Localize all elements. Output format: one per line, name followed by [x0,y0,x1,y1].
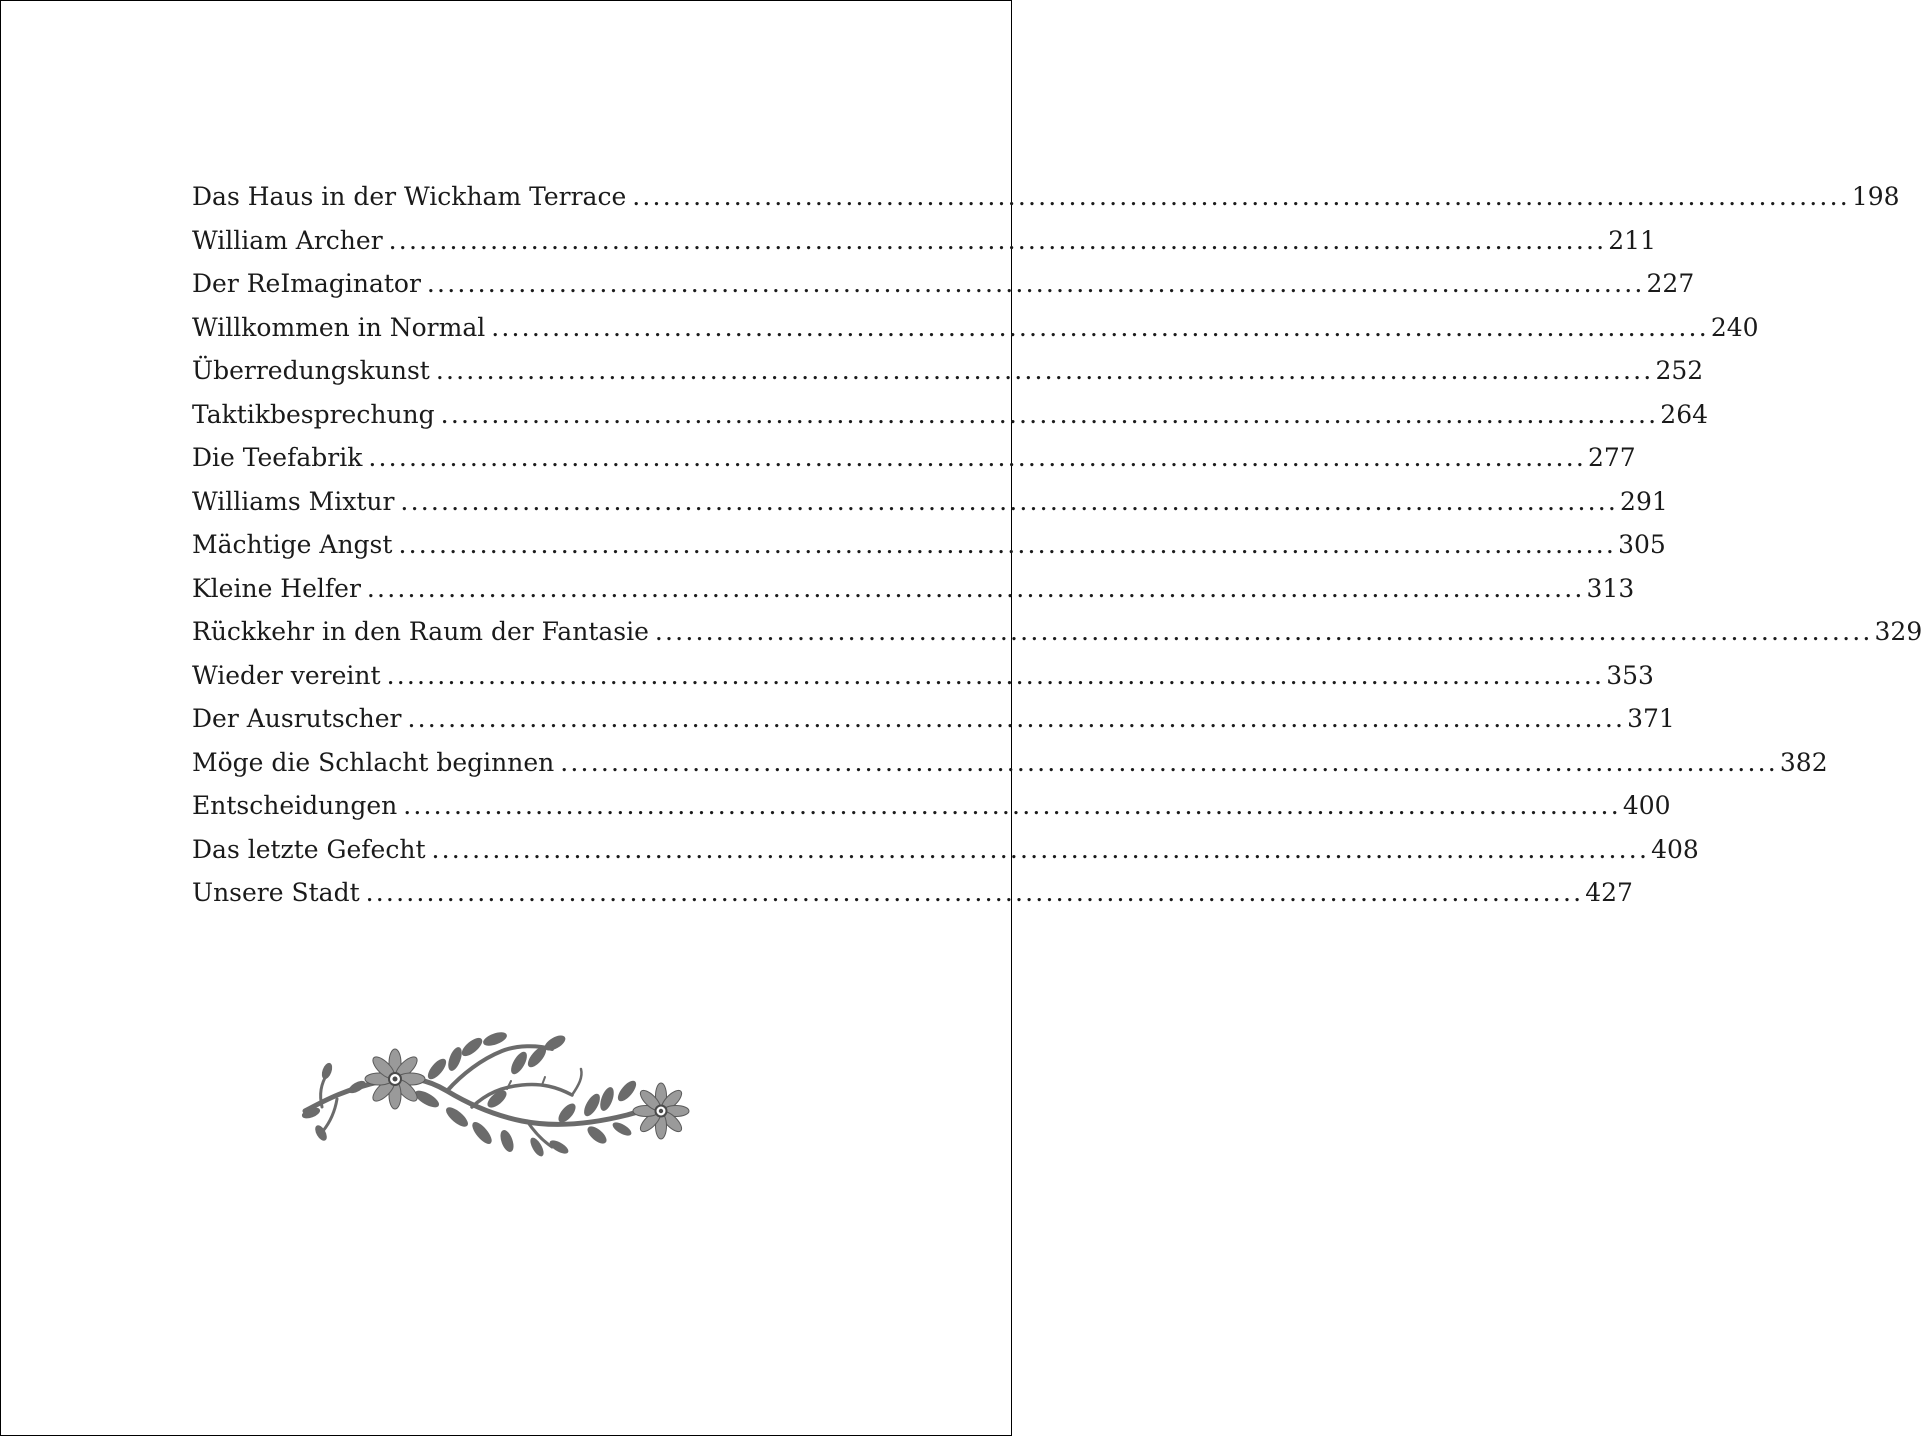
toc-entry-title: Der Ausrutscher [192,704,402,733]
toc-leader-dots: ........................................................................................................................ [368,443,1586,472]
toc-entry-title: Möge die Schlacht beginnen [192,747,555,777]
toc-entry-title: Taktikbesprechung [192,399,435,429]
toc-leader-dots: ........................................................................................................................ [491,312,1709,342]
toc-entry-title: Das letzte Gefecht [192,834,426,864]
toc-entry-title: Rückkehr in den Raum der Fantasie [192,617,649,646]
floral-vine-ornament-icon [297,1029,697,1159]
toc-entry-title: William Archer [192,225,383,255]
toc-leader-dots: ........................................................................................................................ [426,269,1645,298]
toc-leader-dots: ........................................................................................................................ [388,225,1607,255]
toc-entry-page: 264 [1660,399,1709,429]
toc-leader-dots: ........................................................................................................................ [431,834,1650,864]
toc-entry [192,741,1828,785]
toc-entry [192,436,1636,480]
toc-entry-page: 252 [1655,356,1704,385]
toc-leader-dots: ........................................................................................................................ [407,704,1626,733]
toc-entry [192,567,1635,611]
toc-entry [192,219,1656,263]
toc-entry-page: 400 [1622,791,1671,820]
toc-entry [192,654,1654,698]
toc-entry [192,393,1709,437]
toc-entry-page: 313 [1586,573,1635,603]
toc-entry-page: 291 [1620,486,1668,516]
toc-entry-page: 227 [1646,269,1695,298]
toc-leader-dots: ........................................................................................................................ [560,747,1778,777]
toc-entry [192,480,1668,524]
toc-entry-page: 353 [1606,660,1654,690]
toc-entry-title: Mächtige Angst [192,530,393,559]
toc-entry [192,697,1675,741]
toc-leader-dots: ........................................................................................................................ [398,530,1617,559]
toc-entry [192,828,1699,872]
toc-entry-title: Der ReImaginator [192,269,421,298]
toc-entry-page: 240 [1710,312,1759,342]
table-of-contents [192,175,1922,915]
toc-entry-title: Die Teefabrik [192,443,363,472]
toc-entry-title: Wieder vereint [192,660,381,690]
toc-entry-title: Willkommen in Normal [192,312,486,342]
toc-entry [192,175,1900,219]
toc-entry-title: Kleine Helfer [192,573,361,603]
toc-leader-dots: ........................................................................................................................ [365,878,1584,907]
toc-leader-dots: ........................................................................................................................ [366,573,1585,603]
toc-entry-page: 198 [1851,182,1900,211]
toc-entry [192,262,1695,306]
toc-entry-page: 382 [1779,747,1828,777]
toc-leader-dots: ........................................................................................................................ [654,617,1873,646]
toc-entry-title: Unsere Stadt [192,878,360,907]
toc-entry-page: 408 [1651,834,1699,864]
toc-entry-title: Entscheidungen [192,791,398,820]
toc-leader-dots: ........................................................................................................................ [400,486,1619,516]
toc-leader-dots: ........................................................................................................................ [435,356,1654,385]
toc-leader-dots: ........................................................................................................................ [440,399,1659,429]
toc-leader-dots: ........................................................................................................................ [403,791,1621,820]
toc-entry-page: 427 [1585,878,1633,907]
toc-entry-page: 305 [1618,530,1666,559]
toc-entry-page: 371 [1627,704,1675,733]
toc-entry-title: Das Haus in der Wickham Terrace [192,182,627,211]
toc-entry [192,523,1666,567]
toc-entry [192,784,1671,828]
toc-entry [192,610,1922,654]
toc-entry-page: 211 [1608,225,1656,255]
toc-entry-page: 329 [1874,617,1922,646]
toc-leader-dots: ........................................................................................................................ [632,182,1850,211]
toc-leader-dots: ........................................................................................................................ [386,660,1605,690]
toc-entry-page: 277 [1588,443,1636,472]
toc-entry-title: Überredungskunst [192,356,430,385]
toc-entry [192,306,1759,350]
toc-entry [192,349,1704,393]
toc-entry [192,871,1633,915]
toc-entry-title: Williams Mixtur [192,486,395,516]
